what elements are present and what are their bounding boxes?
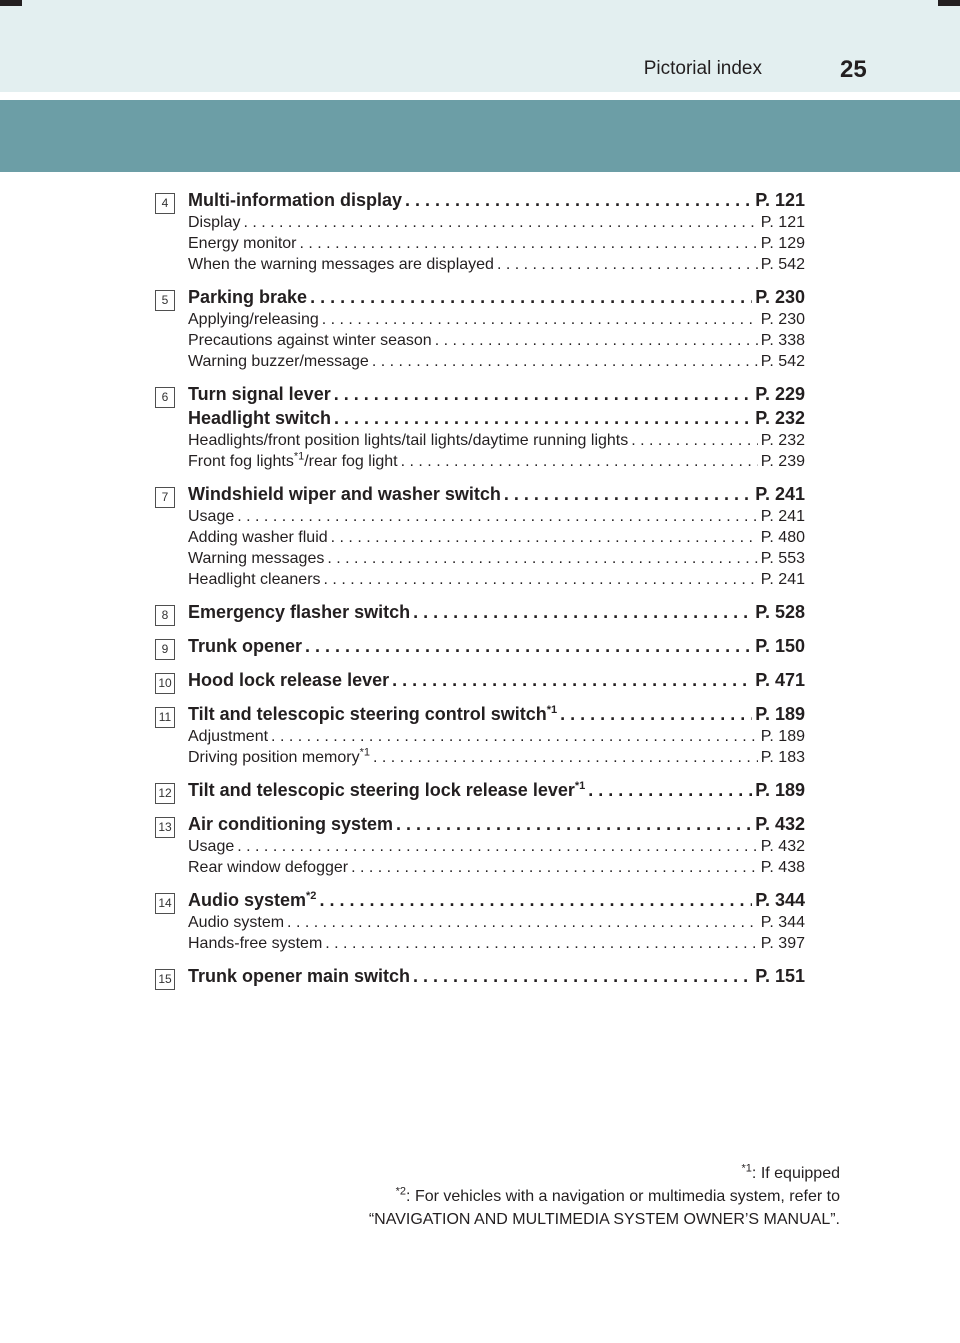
entry-label [188,966,410,987]
dot-leader [435,332,758,350]
entry-text: Usage [188,838,235,855]
entry-text: Tilt and telescopic steering lock release lever [188,780,575,800]
item-number-badge: 15 [155,969,175,990]
dot-leader [322,311,758,329]
entry-label [188,311,319,329]
entry-label [188,508,234,526]
page-reference[interactable]: P. 189 [755,704,805,724]
entry-label [188,190,402,211]
entry-text: Front fog lights [188,453,294,470]
index-entry [155,484,805,592]
entry-label [188,728,268,746]
index-subitem[interactable] [188,746,805,770]
page-reference[interactable]: P. 129 [760,235,805,252]
entry-label [188,670,389,691]
index-subitem[interactable] [188,508,805,529]
entry-text: Air conditioning system [188,814,394,834]
footnote-marker: *2 [306,890,317,902]
dot-leader [325,935,758,953]
footnote-text: : For vehicles with a navigation or multimedia system, refer to [406,1188,840,1205]
entry-text: Audio system [188,890,307,910]
page-reference[interactable]: P. 239 [760,453,805,470]
dot-leader [237,508,758,526]
entry-text: Warning messages [188,550,325,567]
entry-text: Display [188,214,241,231]
dot-leader [373,749,758,767]
entry-label [188,529,328,547]
index-heading[interactable] [188,966,805,990]
index-heading[interactable] [188,636,805,660]
index-entry [155,704,805,770]
dot-leader [396,814,752,835]
index-subitem[interactable] [188,914,805,935]
index-heading[interactable] [188,190,805,214]
entry-text: Headlight switch [188,408,332,428]
entry-text: Trunk opener [188,636,303,656]
crop-mark-left [0,0,22,6]
index-entry [155,670,805,694]
entry-label [188,287,307,308]
dot-leader [331,529,758,547]
dot-leader [300,235,758,253]
index-subitem[interactable] [188,571,805,592]
entry-text: Adjustment [188,728,269,745]
dot-leader [334,384,753,405]
dot-leader [560,704,752,725]
page-reference[interactable]: P. 230 [755,287,805,307]
index-subitem[interactable] [188,432,805,453]
page-reference[interactable]: P. 189 [755,780,805,800]
dot-leader [588,780,752,801]
entry-label [188,550,324,568]
entry-text: Driving position memory [188,749,360,766]
index-heading[interactable] [188,704,805,728]
footnote-marker: *1 [359,746,371,759]
dot-leader [631,432,758,450]
footnote-marker: *1 [741,1162,752,1175]
dot-leader [271,728,758,746]
dot-leader [327,550,757,568]
entry-label [188,636,302,657]
page-reference[interactable]: P. 480 [760,529,805,546]
index-subitem[interactable] [188,550,805,571]
entry-label [188,353,369,371]
index-entry [155,636,805,660]
entry-label [188,935,322,953]
section-banner [0,100,960,172]
index-entry [155,814,805,880]
index-subitem[interactable] [188,859,805,880]
entry-label [188,571,321,589]
entry-label [188,746,371,767]
index-subitem[interactable] [188,838,805,859]
index-entry [155,966,805,990]
page-reference[interactable]: P. 229 [755,384,805,404]
dot-leader [237,838,758,856]
crop-mark-right [938,0,960,6]
entry-label [188,235,297,253]
index-heading[interactable] [188,384,805,408]
footnote-line [369,1208,840,1231]
entry-text: Trunk opener main switch [188,966,411,986]
index-heading[interactable] [188,780,805,804]
entry-text: Emergency flasher switch [188,602,411,622]
entry-label [188,484,501,505]
footnote-text: “NAVIGATION AND MULTIMEDIA SYSTEM OWNER’S MANUAL”. [368,1211,840,1228]
index-subitem[interactable] [188,332,805,353]
dot-leader [504,484,752,505]
index-entry [155,190,805,277]
index-entry [155,780,805,804]
page-number: 25 [840,56,867,83]
page-reference[interactable]: P. 432 [760,838,805,855]
index-subitem[interactable] [188,235,805,256]
index-heading[interactable] [188,408,805,432]
footnote-marker: *2 [395,1185,407,1198]
page-reference[interactable]: P. 397 [760,935,805,952]
entry-label [188,780,585,801]
dot-leader [413,602,752,623]
page-reference[interactable]: P. 121 [760,214,805,231]
index-entry [155,384,805,474]
page-reference[interactable]: P. 241 [760,571,805,588]
entry-label [188,214,240,232]
dot-leader [310,287,752,308]
page-reference[interactable]: P. 542 [760,256,805,273]
index-entry [155,287,805,374]
page-reference[interactable]: P. 528 [755,602,805,622]
item-number-badge: 5 [155,290,175,311]
page-reference[interactable]: P. 121 [755,190,805,210]
footnote-text: : If equipped [751,1165,840,1182]
index-subitem[interactable] [188,728,805,749]
page-reference[interactable]: P. 344 [760,914,805,931]
header-strip [0,0,960,92]
footnote-line [369,1162,840,1185]
dot-leader [372,353,758,371]
index-entries [155,190,805,1000]
entry-text: Applying/releasing [188,311,319,328]
item-number-badge: 9 [155,639,175,660]
index-heading[interactable] [188,484,805,508]
footnote-marker: *1 [293,450,305,463]
entry-label [188,838,234,856]
footnote-marker: *1 [546,704,558,716]
entry-label [188,408,331,429]
entry-label [188,602,410,623]
dot-leader [351,859,758,877]
entry-label [188,256,494,274]
page-reference[interactable]: P. 230 [760,311,805,328]
index-subitem[interactable] [188,935,805,956]
index-heading[interactable] [188,287,805,311]
entry-text: Usage [188,508,235,525]
page-reference[interactable]: P. 542 [760,353,805,370]
index-subitem[interactable] [188,214,805,235]
entry-label [188,814,393,835]
index-subitem[interactable] [188,311,805,332]
index-heading[interactable] [188,890,805,914]
entry-label [188,890,316,911]
item-number-badge: 14 [155,893,175,914]
entry-text: Warning buzzer/message [188,353,369,370]
entry-label [188,432,628,450]
entry-text: Windshield wiper and washer switch [188,484,501,504]
entry-text: Turn signal lever [188,384,331,404]
dot-leader [324,571,758,589]
page-reference[interactable]: P. 232 [760,432,805,449]
index-subitem[interactable] [188,353,805,374]
entry-text: Adding washer fluid [188,529,328,546]
item-number-badge: 7 [155,487,175,508]
dot-leader [243,214,757,232]
entry-text: Parking brake [188,287,308,307]
index-entry [155,890,805,956]
entry-text: Hands-free system [188,935,323,952]
page-reference[interactable]: P. 438 [760,859,805,876]
entry-label [188,859,348,877]
page-reference[interactable]: P. 189 [760,728,805,745]
entry-text: Rear window defogger [188,859,349,876]
index-heading[interactable] [188,670,805,694]
page-reference[interactable]: P. 183 [760,749,805,766]
entry-label [188,704,557,725]
index-heading[interactable] [188,602,805,626]
footnotes [369,1162,840,1231]
dot-leader [392,670,752,691]
entry-text: Headlight cleaners [188,571,321,588]
dot-leader [497,256,758,274]
dot-leader [405,190,752,211]
page-reference[interactable]: P. 553 [760,550,805,567]
index-subitem[interactable] [188,529,805,550]
entry-text: Multi-information display [188,190,402,210]
entry-label [188,914,284,932]
item-number-badge: 10 [155,673,175,694]
entry-label [188,450,398,471]
page-reference[interactable]: P. 150 [755,636,805,656]
index-subitem[interactable] [188,450,805,474]
page-reference[interactable]: P. 432 [755,814,805,834]
item-number-badge: 11 [155,707,175,728]
page-reference[interactable]: P. 241 [760,508,805,525]
entry-text: Hood lock release lever [188,670,390,690]
entry-text: Energy monitor [188,235,297,252]
dot-leader [287,914,758,932]
entry-text-continued: /rear fog light [304,453,398,470]
entry-label [188,384,331,405]
dot-leader [334,408,752,429]
entry-text: When the warning messages are displayed [188,256,494,273]
index-entry [155,602,805,626]
footnote-marker: *1 [574,780,586,792]
item-number-badge: 12 [155,783,175,804]
page-reference[interactable]: P. 241 [755,484,805,504]
item-number-badge: 8 [155,605,175,626]
dot-leader [413,966,752,987]
entry-label [188,332,432,350]
index-subitem[interactable] [188,256,805,277]
entry-text: Precautions against winter season [188,332,432,349]
page-reference[interactable]: P. 232 [755,408,805,428]
dot-leader [401,453,758,471]
footnote-line [369,1185,840,1208]
dot-leader [319,890,752,911]
item-number-badge: 13 [155,817,175,838]
entry-text: Tilt and telescopic steering control switch [188,704,547,724]
index-heading[interactable] [188,814,805,838]
entry-text: Headlights/front position lights/tail lights/daytime running lights [188,432,629,449]
page-reference[interactable]: P. 338 [760,332,805,349]
dot-leader [305,636,752,657]
section-title: Pictorial index [643,58,762,79]
page-reference[interactable]: P. 344 [755,890,805,910]
entry-text: Audio system [188,914,285,931]
page-reference[interactable]: P. 471 [755,670,805,690]
item-number-badge: 6 [155,387,175,408]
item-number-badge: 4 [155,193,175,214]
page-reference[interactable]: P. 151 [755,966,805,986]
